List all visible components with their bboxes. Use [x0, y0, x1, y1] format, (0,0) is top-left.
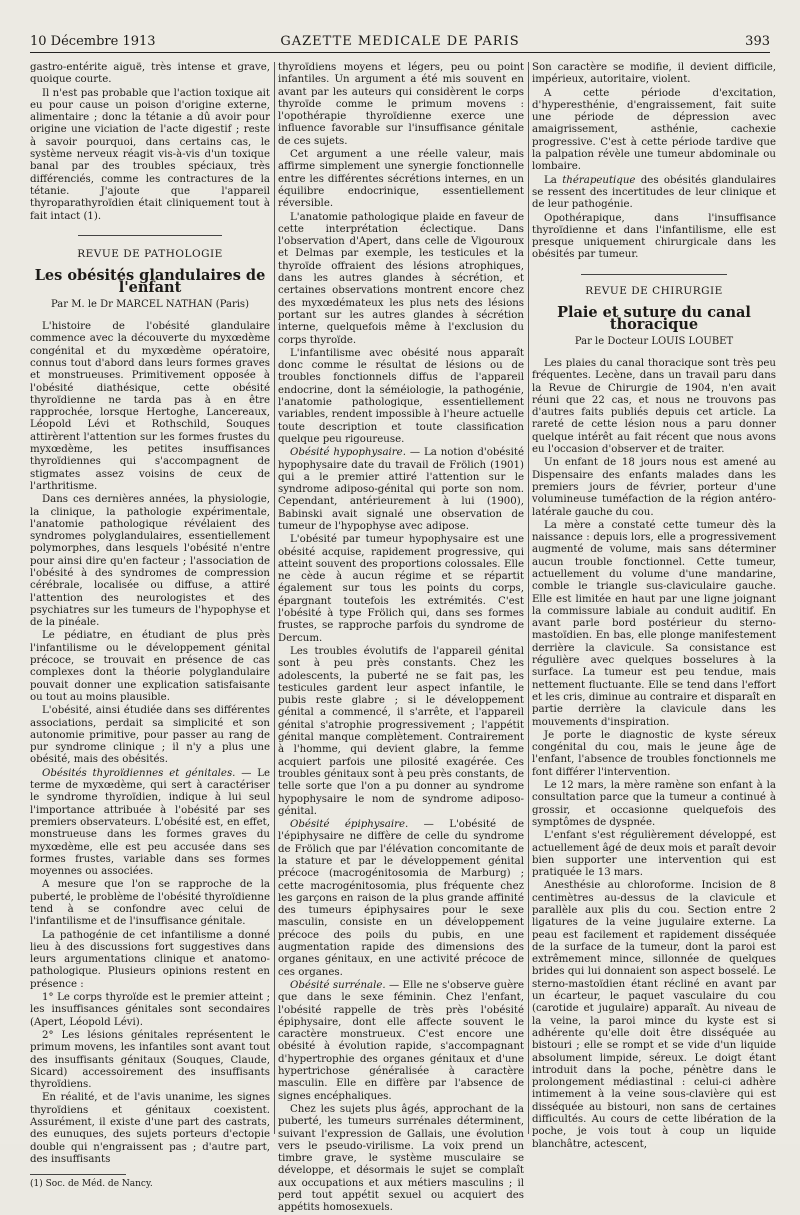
- paragraph: [532, 175, 776, 212]
- paragraph: Cet argument a une réelle valeur, mais affirme simplement une synergie fonctionnelle entre les différentes sécrétions internes, en un équilibre endocrinique, essentiellement réversible.: [278, 149, 524, 210]
- paragraph: Son caractère se modifie, il devient difficile, impérieux, autoritaire, violent.: [532, 62, 776, 86]
- paragraph: [278, 980, 524, 1103]
- article-title: Plaie et suture du canal thoracique: [557, 304, 751, 334]
- paragraph-text: — Le terme de myxœdème, qui sert à caractériser le syndrome thyroïdien, indique à lui seul l'importance attribuée à l'obésité par ses premiers observateurs. L'obésité est, en effet, monstrueuse dans les formes graves du myxœdème, elle est peu accusée dans ses formes frustes, variable dans ses formes moyennes ou associées.: [30, 767, 270, 878]
- subsection-label: Obésité surrénale.: [290, 979, 386, 991]
- footnote-rule: [30, 1174, 126, 1175]
- paragraph: A mesure que l'on se rapproche de la puberté, le problème de l'obésité thyroïdienne tend à se confondre avec celui de l'infantilisme et de l'insuffisance génitale.: [30, 879, 270, 928]
- subsection-label: Obésités thyroïdiennes et génitales.: [42, 767, 236, 779]
- article-byline: Par le Docteur LOUIS LOUBET: [574, 335, 734, 347]
- paragraph: gastro-entérite aiguë, très intense et grave, quoique courte.: [30, 62, 270, 86]
- section-heading: [30, 235, 270, 260]
- paragraph: L'enfant s'est régulièrement développé, est actuellement âgé de deux mois et paraît devoir bien supporter une intervention qui est pratiquée le 13 mars.: [532, 830, 776, 879]
- paragraph: A cette période d'excitation, d'hyperesthénie, d'engraissement, fait suite une période de dépression avec amaigrissement, asthénie, cachexie progressive. C'est à cette période tardive que la palpation révèle une tumeur abdominale ou lombaire.: [532, 87, 776, 173]
- column-3: [532, 62, 776, 1150]
- column-divider: [274, 62, 275, 1134]
- column-divider: [528, 62, 529, 1134]
- paragraph: thyroïdiens moyens et légers, peu ou point infantiles. Un argument a été mis souvent en avant par les auteurs qui considèrent le corps thyroïde comme le primum movens : l'opothérapie thyroïdienne exerce une influence favorable sur l'insuffisance génitale de ces sujets.: [278, 62, 524, 147]
- paragraph-text: — L'obésité de l'épiphysaire ne diffère de celle du syndrome de Frölich que par l'élévation concomitante de la stature et par le développement génital précoce (macrogénitosomia de Marburg) ; cette macrogénitosomia, plus fréquente chez les garçons en raison de la plus grande affinité des tumeurs épiphysaires pour le sexe masculin, consiste en un développement précoce des poils du pubis, en une augmentation rapide des dimensions des organes génitaux, en une activité précoce de ces organes.: [278, 819, 525, 978]
- paragraph: Il n'est pas probable que l'action toxique ait eu pour cause un poison d'origine externe, alimentaire ; donc la tétanie a dû avoir pour origine une viciation de l'acte digestif ; reste à savoir pourquoi, dans certains cas, le système nerveux réagit vis-à-vis d'un toxique banal par des troubles spéciaux, très différenciés, comme les contractures de la tétanie. J'ajoute que l'appareil thyroparathyroïdien était cliniquement tout à fait intact (1).: [30, 87, 270, 222]
- paragraph: Le 12 mars, la mère ramène son enfant à la consultation parce que la tumeur a continué à grossir, et occasionne quelquefois des symptômes de dyspnée.: [532, 780, 776, 828]
- paragraph: Les troubles évolutifs de l'appareil génital sont à peu près constants. Chez les adolescents, la puberté ne se fait pas, les testicules gardent leur aspect infantile, le pubis reste glabre ; si le développement génital a commencé, il s'arrête, et l'appareil génital s'atrophie progressivement ; l'appétit génital manque complètement. Contrairement à l'homme, qui devient glabre, la femme acquiert parfois une pilosité exagérée. Ces troubles génitaux sont à peu près constants, de telle sorte que l'on a pu donner au syndrome hypophysaire le nom de syndrome adiposo-génital.: [278, 645, 524, 817]
- section-rule: [581, 274, 727, 275]
- paragraph: En réalité, et de l'avis unanime, les signes thyroïdiens et génitaux coexistent. Assurément, il existe d'une part des castrats, des eunuques, des sujets porteurs d'ectopie double qui n'engraissent pas ; d'autre part, des insuffisants: [30, 1092, 270, 1165]
- paragraph: [278, 447, 524, 533]
- paragraph: L'histoire de l'obésité glandulaire commence avec la découverte du myxœdème congénital et du myxœdème opératoire, connus tout d'abord dans leurs formes graves et monstrueuses. Primitivement opposée à l'obésité diathésique, cette obésité thyroïdienne ne tarda pas à en être rapprochée, lorsque Hertoghe, Lancereaux, Léopold Lévi et Rothschild, Souques attirèrent l'attention sur les formes frustes du myxœdème, les petites insuffisances thyroïdiennes qui s'accompagnent de stigmates assez voisins de ceux de l'arthritisme.: [30, 321, 270, 492]
- paragraph: 2° Les lésions génitales représentent le primum movens, les infantiles sont avant tout des insuffisants génitaux (Souques, Claude, Sicard) accessoirement des insuffisants thyroïdiens.: [30, 1029, 270, 1091]
- subsection-label: thérapeutique: [562, 174, 636, 186]
- article-byline: Par M. le Dr MARCEL NATHAN (Paris): [51, 298, 249, 310]
- paragraph: Les plaies du canal thoracique sont très peu fréquentes. Lecène, dans un travail paru dans la Revue de Chirurgie de 1904, n'en avait réuni que 22 cas, et nous ne trouvons pas d'autres faits publiés depuis cet article. La rareté de cette lésion nous a paru donner quelque intérêt au fait récent que nous avons eu l'occasion d'observer et de traiter.: [532, 357, 776, 456]
- paragraph: Opothérapique, dans l'insuffisance thyroïdienne et dans l'infantilisme, elle est presque uniquement chirurgicale dans les obésités par tumeur.: [532, 212, 776, 261]
- column-1: [30, 62, 270, 1190]
- paragraph: Je porte le diagnostic de kyste séreux congénital du cou, mais le jeune âge de l'enfant, l'absence de troubles fonctionnels me font différer l'intervention.: [532, 729, 776, 778]
- subsection-label: Obésité épiphysaire.: [290, 819, 409, 831]
- paragraph: L'obésité, ainsi étudiée dans ses différentes associations, perdait sa simplicité et son autonomie primitive, pour passer au rang de pur syndrome clinique ; il n'y a plus une obésité, mais des obésités.: [30, 705, 270, 766]
- header-rule: [30, 52, 770, 53]
- article-title: Les obésités glandulaires de l'enfant: [34, 267, 266, 297]
- paragraph: L'anatomie pathologique plaide en faveur de cette interprétation éclectique. Dans l'observation d'Apert, dans celle de Vigouroux et Delmas par exemple, les testicules et la thyroïde offraient des lésions atrophiques, dans les autres glandes à sécrétion, et certaines observations montrent encore chez des myxœdémateux les plus nets des lésions portant sur les autres glandes à sécrétion interne, quelquefois même à l'exclusion du corps thyroïde.: [278, 211, 524, 346]
- subsection-label: Obésité hypophysaire.: [290, 447, 406, 459]
- paragraph-text: La: [544, 174, 563, 186]
- column-2: [278, 62, 525, 1214]
- paragraph: Chez les sujets plus âgés, approchant de la puberté, les tumeurs surrénales déterminent, suivant l'expression de Gallais, une évolution vers le pseudo-virilisme. La voix prend un timbre grave, le système musculaire se développe, et désormais le sujet se complaît aux occupations et aux métiers masculins ; il perd tout appétit sexuel ou acquiert des appétits homosexuels.: [278, 1103, 524, 1214]
- paragraph: Dans ces dernières années, la physiologie, la clinique, la pathologie expérimentale, l'anatomie pathologique révélaient des syndromes polyglandulaires, essentiellement polymorphes, dans lesquels l'obésité n'entre pour ainsi dire qu'en facteur ; l'association de l'obésité à des syndromes de compression cérébrale, localisée ou diffuse, a attiré l'attention des neurologistes et des psychiatres sur les tumeurs de l'hypophyse et de la pinéale.: [30, 494, 270, 629]
- paragraph-text: — Elle ne s'observe guère que dans le sexe féminin. Chez l'enfant, l'obésité rappelle de très près l'obésité épiphysaire, dont elle affecte souvent le caractère monstrueux. C'est encore une obésité à évolution rapide, s'accompagnant d'hypertrophie des organes génitaux et d'une hypertrichose généralisée à caractère masculin. Elle en diffère par l'absence de signes encéphaliques.: [278, 979, 525, 1102]
- footnote: (1) Soc. de Méd. de Nancy.: [30, 1179, 153, 1190]
- journal-title: GAZETTE MEDICALE DE PARIS: [280, 34, 520, 49]
- paragraph: La pathogénie de cet infantilisme a donné lieu à des discussions fort suggestives dans leurs argumentations clinique et anatomo-pathologique. Plusieurs opinions restent en présence :: [30, 929, 270, 990]
- paragraph: [30, 768, 270, 879]
- paragraph: Un enfant de 18 jours nous est amené au Dispensaire des enfants malades dans les premiers jours de février, porteur d'une volumineuse tuméfaction de la région antéro-latérale gauche du cou.: [532, 457, 776, 518]
- paragraph: 1° Le corps thyroïde est le premier atteint ; les insuffisances génitales sont secondaires (Apert, Léopold Lévi).: [30, 992, 270, 1028]
- section-title: REVUE DE PATHOLOGIE: [77, 247, 223, 260]
- paragraph: Le pédiatre, en étudiant de plus près l'infantilisme ou le développement génital précoce, se trouvait en présence de cas complexes dont la théorie polyglandulaire pouvait donner une explication satisfaisante ou tout au moins plausible.: [30, 630, 270, 703]
- section-rule: [78, 235, 222, 236]
- paragraph: Anesthésie au chloroforme. Incision de 8 centimètres au-dessus de la clavicule et parallèle aux plis du cou. Section entre 2 ligatures de la veine jugulaire externe. La peau est facilement et rapidement disséquée de la surface de la tumeur, dont la paroi est extrêmement mince, sillonnée de quelques brides qui lui donnaient son aspect bosselé. Le sterno-mastoïdien étant récliné en avant par un écarteur, le paquet vasculaire du cou (carotide et jugulaire) apparaît. Au niveau de la veine, la paroi mince du kyste est si adhérente qu'elle doit être disséquée au bistouri ; elle se rompt et se vide d'un liquide absolument limpide, séreux. Le doigt étant introduit dans la poche, pénètre dans le prolongement médiastinal : celui-ci adhère intimement à la veine sous-clavière qui est disséquée au bistouri, non sans de certaines difficultés. Au cours de cette libération de la poche, je vois tout à coup un liquide blanchâtre, actescent,: [532, 880, 776, 1150]
- paragraph: L'infantilisme avec obésité nous apparaît donc comme le résultat de lésions ou de troubles fonctionnels diffus de l'appareil endocrine, dont la séméiologie, la pathogénie, l'anatomie pathologique, essentiellement variables, rendent impossible à l'heure actuelle toute description et toute classification quelque peu rigoureuse.: [278, 347, 524, 445]
- section-title: REVUE DE CHIRURGIE: [585, 284, 723, 297]
- section-heading: [532, 274, 776, 297]
- page-header: [30, 30, 770, 54]
- paragraph: La mère a constaté cette tumeur dès la naissance : depuis lors, elle a progressivement augmenté de volume, mais sans déterminer aucun trouble fonctionnel. Cette tumeur, actuellement du volume d'une mandarine, comble le triangle sus-claviculaire gauche. Elle est limitée en haut par une ligne joignant la commissure labiale au conduit auditif. En avant parle bord postérieur du sterno-mastoïdien. En bas, elle plonge manifestement derrière la clavicule. Sa consistance est régulière avec quelques bosselures à la surface. La tumeur est peu tendue, mais nettement fluctuante. Elle se tend dans l'effort et les cris, diminue au contraire et disparaît en partie derrière la clavicule dans les mouvements d'inspiration.: [532, 519, 776, 728]
- paragraph: L'obésité par tumeur hypophysaire est une obésité acquise, rapidement progressive, qui atteint souvent des proportions colossales. Elle ne cède à aucun régime et se répartit également sur tous les points du corps, épargnant toutefois les extrémités. C'est l'obésité à type Frölich qui, dans ses formes frustes, se rapproche parfois du syndrome de Dercum.: [278, 534, 524, 644]
- issue-date: 10 Décembre 1913: [30, 34, 156, 49]
- paragraph: [278, 819, 524, 979]
- paragraph-text: des obésités glandulaires se ressent des incertitudes de leur clinique et de leur pathogénie.: [532, 174, 776, 211]
- paragraph-text: — La notion d'obésité hypophysaire date du travail de Frölich (1901) qui a le premier attiré l'attention sur le syndrome adiposo-génital qui porte son nom. Cependant, antérieurement à lui (1900), Babinski avait signalé une observation de tumeur de l'hypophyse avec adipose.: [278, 447, 524, 532]
- page-number: 393: [745, 34, 770, 49]
